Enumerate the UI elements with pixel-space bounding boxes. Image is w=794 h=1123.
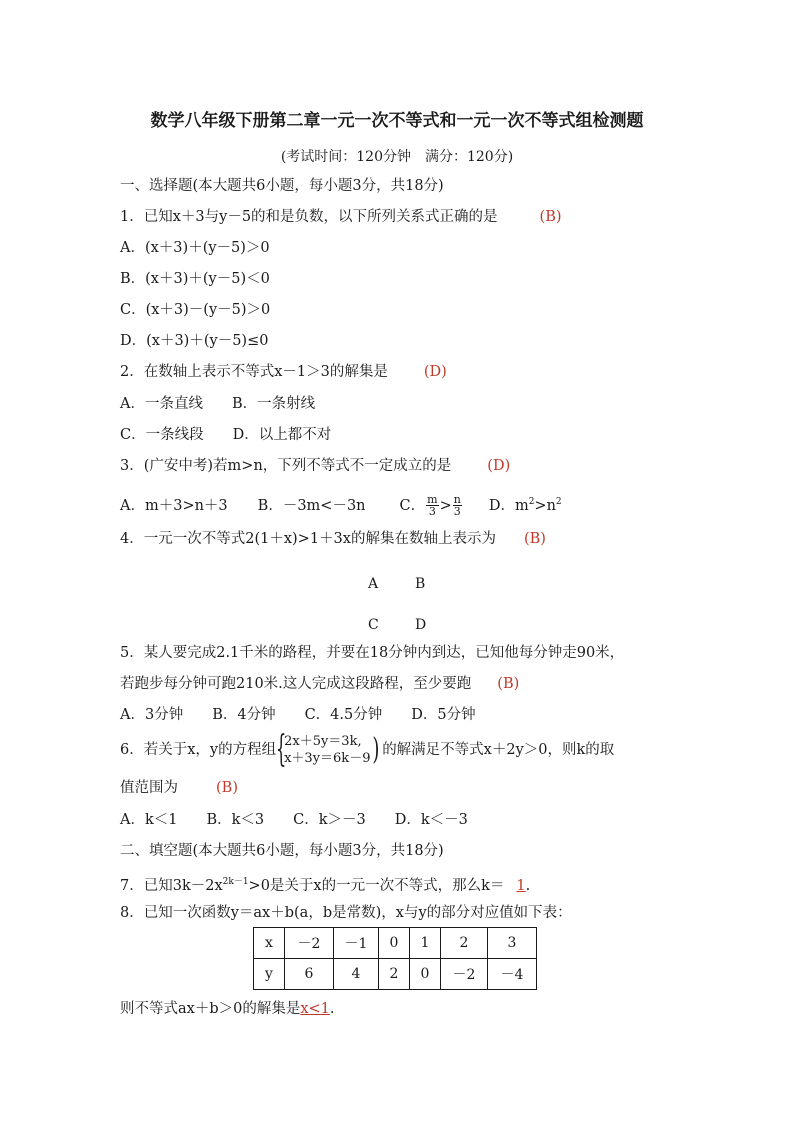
table-header-y: y xyxy=(254,959,285,990)
table-cell: －1 xyxy=(334,928,379,959)
table-cell: －2 xyxy=(441,959,488,990)
equation-1: 2x＋5y＝3k, xyxy=(284,734,362,749)
table-cell: 4 xyxy=(334,959,379,990)
question-2-options-row1: A．一条直线 B．一条射线 xyxy=(120,396,316,412)
table-row-y xyxy=(254,959,537,990)
page-title: 数学八年级下册第二章一元一次不等式和一元一次不等式组检测题 xyxy=(150,111,644,131)
table-row-x xyxy=(254,928,537,959)
table-cell: －4 xyxy=(488,959,537,990)
question-2-options-row2: C．一条线段 D．以上都不对 xyxy=(120,427,332,443)
question-7 xyxy=(120,872,530,896)
table-cell: 0 xyxy=(379,928,410,959)
question-7-exponent: 2k－1 xyxy=(222,877,249,887)
question-1-option-a: A．(x＋3)＋(y－5)＞0 xyxy=(120,240,270,256)
question-4-figure-label-d: D xyxy=(415,617,427,633)
question-7-end: . xyxy=(525,877,531,894)
question-3-option-a: A．m＋3>n＋3 xyxy=(120,497,228,514)
question-5-options: A．3分钟 B．4分钟 C．4.5分钟 D．5分钟 xyxy=(120,707,476,723)
exam-info: (考试时间：120分钟 满分：120分) xyxy=(280,149,514,165)
question-3-stem: 3．(广安中考)若m>n，下列不等式不一定成立的是 xyxy=(120,458,452,474)
question-2-answer: (D) xyxy=(423,364,447,380)
question-8-end: . xyxy=(329,1001,335,1017)
table-cell: 2 xyxy=(379,959,410,990)
question-7-answer: 1 xyxy=(516,877,526,894)
question-1-option-c: C．(x＋3)－(y－5)＞0 xyxy=(120,302,271,318)
question-1-answer: (B) xyxy=(539,209,562,225)
table-header-x: x xyxy=(254,928,285,959)
question-3-answer: (D) xyxy=(487,458,511,474)
question-6-line2 xyxy=(120,778,238,798)
question-4 xyxy=(120,529,546,549)
question-3-option-d-label: D．m xyxy=(488,497,529,514)
question-4-figure-label-a: A xyxy=(368,576,379,592)
question-8-conclusion xyxy=(120,999,335,1019)
table-cell: 6 xyxy=(285,959,334,990)
question-5-stem: 若跑步每分钟可跑210米.这人完成这段路程，至少要跑 xyxy=(120,676,472,692)
question-7-after: >0是关于x的一元一次不等式，那么k＝ xyxy=(248,877,505,894)
question-3-option-c-label: C． xyxy=(399,497,426,514)
section-heading-fill: 二、填空题(本大题共6小题，每小题3分，共18分) xyxy=(120,843,444,859)
question-6 xyxy=(120,729,615,770)
table-cell: 3 xyxy=(488,928,537,959)
question-2 xyxy=(120,362,447,382)
question-5-line1: 5．某人要完成2.1千米的路程，并要在18分钟内到达，已知他每分钟走90米， xyxy=(120,645,625,661)
question-4-figure-label-b: B xyxy=(415,576,426,592)
question-1 xyxy=(120,207,562,227)
exponent-2: 2 xyxy=(555,497,562,507)
question-3 xyxy=(120,456,510,476)
question-5-answer: (B) xyxy=(497,676,520,692)
question-3-option-d-op: >n xyxy=(534,497,556,514)
value-table xyxy=(253,927,537,990)
question-4-stem: 4．一元一次不等式2(1＋x)>1＋3x的解集在数轴上表示为 xyxy=(120,531,496,547)
question-4-answer: (B) xyxy=(523,531,546,547)
question-6-options: A．k＜1 B．k＜3 C．k＞－3 D．k＜－3 xyxy=(120,812,468,828)
exponent-2: 2 xyxy=(528,497,535,507)
table-cell: 2 xyxy=(441,928,488,959)
section-heading-choice: 一、选择题(本大题共6小题，每小题3分，共18分) xyxy=(120,178,444,194)
question-1-option-b: B．(x＋3)＋(y－5)＜0 xyxy=(120,271,270,287)
question-2-stem: 2．在数轴上表示不等式x－1＞3的解集是 xyxy=(120,364,388,380)
question-6-range-label: 值范围为 xyxy=(120,780,178,796)
question-6-stem-before: 6．若关于x，y的方程组 xyxy=(120,742,277,758)
question-8-answer: x<1 xyxy=(300,1001,330,1017)
fraction-m-over-3: $\frac{m}{3}$ xyxy=(427,493,438,519)
table-cell: －2 xyxy=(285,928,334,959)
question-3-options xyxy=(120,492,562,517)
equation-system: { 2x＋5y＝3k, x＋3y＝6k－9 xyxy=(276,729,371,770)
question-3-option-c-op: > xyxy=(439,497,452,514)
question-7-before: 7．已知3k－2x xyxy=(120,877,223,894)
table-cell: 1 xyxy=(410,928,441,959)
equation-2: x＋3y＝6k－9 xyxy=(284,751,371,766)
question-8-conclusion-text: 则不等式ax＋b＞0的解集是 xyxy=(120,1001,301,1017)
question-3-option-b: B．－3m<－3n xyxy=(257,497,366,514)
question-1-option-d: D．(x＋3)＋(y－5)≤0 xyxy=(120,333,269,349)
question-4-figure-label-c: C xyxy=(368,617,379,633)
question-6-stem-after: 的解满足不等式x＋2y＞0，则k的取 xyxy=(382,742,615,758)
question-8-stem: 8．已知一次函数y＝ax＋b(a，b是常数)，x与y的部分对应值如下表： xyxy=(120,905,572,921)
question-5-line2 xyxy=(120,674,519,694)
question-6-answer: (B) xyxy=(216,780,238,796)
table-cell: 0 xyxy=(410,959,441,990)
question-1-stem: 1．已知x＋3与y－5的和是负数，以下所列关系式正确的是 xyxy=(120,209,498,225)
fraction-n-over-3: $\frac{n}{3}$ xyxy=(453,493,461,519)
system-bracket-close: ) xyxy=(372,732,380,767)
